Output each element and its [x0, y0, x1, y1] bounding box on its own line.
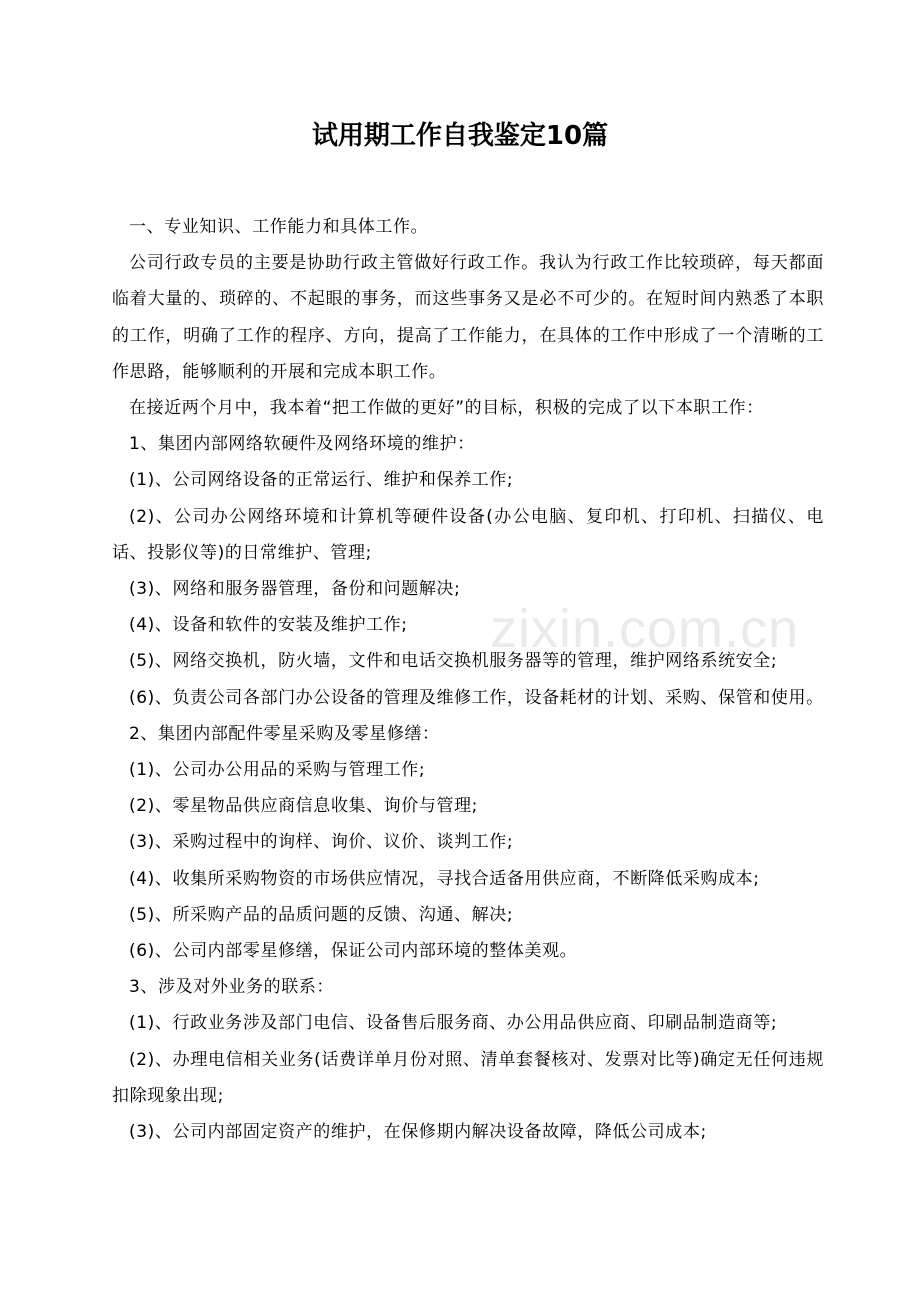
paragraph-item-2-1: (1)、公司办公用品的采购与管理工作;	[129, 760, 426, 781]
paragraph-item-1-3: (3)、网络和服务器管理，备份和问题解决;	[129, 579, 461, 600]
paragraph-item-3-heading: 3、涉及对外业务的联系：	[129, 977, 335, 998]
paragraph-item-1-6: (6)、负责公司各部门办公设备的管理及维修工作，设备耗材的计划、采购、保管和使用。	[129, 687, 824, 708]
document-body	[112, 209, 824, 1150]
paragraph-item-1-1: (1)、公司网络设备的正常运行、维护和保养工作;	[129, 470, 514, 491]
paragraph-item-3-3: (3)、公司内部固定资产的维护，在保修期内解决设备故障，降低公司成本;	[129, 1122, 707, 1143]
paragraph-item-2-6: (6)、公司内部零星修缮，保证公司内部环境的整体美观。	[129, 941, 578, 962]
paragraph-item-2-5: (5)、所采购产品的品质问题的反馈、沟通、解决;	[129, 904, 514, 925]
paragraph-item-2-3: (3)、采购过程中的询样、询价、议价、谈判工作;	[129, 832, 514, 853]
document-title: 试用期工作自我鉴定10篇	[311, 121, 609, 151]
paragraph-item-1-4: (4)、设备和软件的安装及维护工作;	[129, 615, 408, 636]
paragraph-item-1-2: (2)、公司办公网络环境和计算机等硬件设备(办公电脑、复印机、打印机、扫描仪、电话、投影仪等)的日常维护、管理;	[112, 506, 824, 563]
paragraph-item-2-4: (4)、收集所采购物资的市场供应情况，寻找合适备用供应商，不断降低采购成本;	[129, 868, 760, 889]
paragraph-item-2-2: (2)、零星物品供应商信息收集、询价与管理;	[129, 796, 479, 817]
paragraph-item-2-heading: 2、集团内部配件零星采购及零星修缮：	[129, 723, 440, 744]
paragraph-section-1-heading: 一、专业知识、工作能力和具体工作。	[129, 217, 429, 237]
paragraph-item-1-5: (5)、网络交换机，防火墙，文件和电话交换机服务器等的管理，维护网络系统安全;	[129, 651, 778, 672]
paragraph-item-3-2: (2)、办理电信相关业务(话费详单月份对照、清单套餐核对、发票对比等)确定无任何违规扣除现象出现;	[112, 1049, 824, 1106]
paragraph-goal: 在接近两个月中，我本着“把工作做的更好”的目标，积极的完成了以下本职工作：	[129, 398, 764, 419]
watermark: zixin.com.cn	[490, 599, 800, 659]
paragraph-intro: 公司行政专员的主要是协助行政主管做好行政工作。我认为行政工作比较琐碎，每天都面临着大量的、琐碎的、不起眼的事务，而这些事务又是必不可少的。在短时间内熟悉了本职的工作，明确了工作的程序、方向，提高了工作能力，在具体的工作中形成了一个清晰的工作思路，能够顺利的开展和完成本职工作。	[112, 253, 824, 382]
paragraph-item-3-1: (1)、行政业务涉及部门电信、设备售后服务商、办公用品供应商、印刷品制造商等;	[129, 1013, 778, 1034]
paragraph-item-1-heading: 1、集团内部网络软硬件及网络环境的维护：	[129, 434, 475, 455]
